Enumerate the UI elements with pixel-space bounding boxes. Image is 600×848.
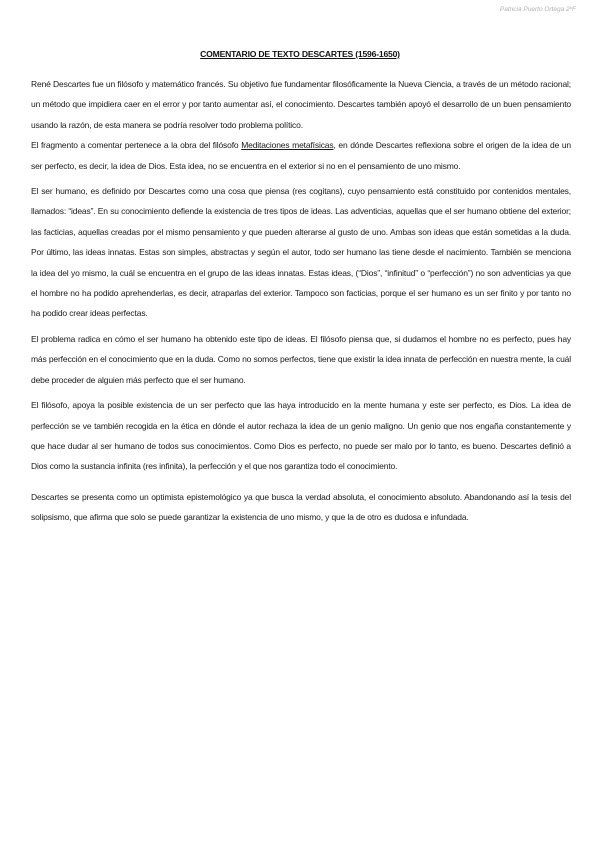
paragraph-fragment [31,135,571,176]
paragraph-ideas: El ser humano, es definido por Descartes como una cosa que piensa (res cogitans), cuyo pensamiento está constituido por contenidos mentales, llamados: “ideas”. En su conocimiento defiende la existencia de tres tipos de ideas. Las adventicias, aquellas que el ser humano obtiene del exterior; las facticias, aquellas creadas por el mismo pensamiento y que pueden alterarse al gusto de uno. Ambas son ideas que están sometidas a la duda. Por último, las ideas innatas. Estas son simples, abstractas y según el autor, todo ser humano las tiene desde el nacimiento. También se menciona la idea del yo mismo, la cuál se encuentra en el grupo de las ideas innatas. Estas ideas, (“Dios”, “infinitud” o “perfección”) no son adventicias ya que el hombre no ha podido aprehenderlas, es decir, atraparlas del exterior. Tampoco son facticias, porque el ser humano es un ser finito y por tanto no ha podido crear ideas perfectas. [31,186,571,319]
document-title [0,49,600,59]
paragraph-intro: René Descartes fue un filósofo y matemático francés. Su objetivo fue fundamentar filosóficamente la Nueva Ciencia, a través de un método racional; un método que impidiera caer en el error y por tanto aumentar así, el conocimiento. Descartes también apoyó el desarrollo de un buen pensamiento usando la razón, de esta manera se podría resolver todo problema político. [31,79,571,130]
paragraph-conclusion: Descartes se presenta como un optimista epistemológico ya que busca la verdad absoluta, el conocimiento absoluto. Abandonando así la tesis del solipsismo, que afirma que solo se puede garantizar la existencia de uno mismo, y que la de otro es dudosa e infundada. [31,491,571,523]
work-title: Meditaciones metafísicas [241,140,334,151]
paragraph-fragment-start: El fragmento a comentar pertenece a la obra del filósofo [31,140,242,151]
document-title-text: COMENTARIO DE TEXTO DESCARTES (1596-1650) [200,49,400,59]
paragraph-problem: El problema radica en cómo el ser humano ha obtenido este tipo de ideas. El filósofo piensa que, si dudamos el hombre no es perfecto, pues hay más perfección en el conocimiento que en la duda. Como no somos perfectos, tiene que existir la idea innata de perfección en nuestra mente, la cuál debe proceder de alguien más perfecto que el ser humano. [31,333,571,385]
document-body [31,74,571,528]
paragraph-fragment-end: , en dónde Descartes reflexiona sobre el origen de la idea de un ser perfecto, es decir, la idea de Dios. Esta idea, no se encuentra en el exterior si no en el pensamiento de uno mismo. [31,140,571,171]
author-header: Patricia Puerto Ortega 2ºF [499,6,576,13]
paragraph-god: El filósofo, apoya la posible existencia de un ser perfecto que las haya introducido en la mente humana y este ser perfecto, es Dios. La idea de perfección se ve también recogida en la ética en dónde el autor rechaza la idea de un genio maligno. Un genio que nos engaña constantemente y que hace dudar al ser humano de todos sus conocimientos. Como Dios es perfecto, no puede ser malo por lo tanto, es bueno. Descartes definió a Dios como la sustancia infinita (res infinita), la perfección y el que nos garantiza todo el conocimiento. [31,400,571,472]
